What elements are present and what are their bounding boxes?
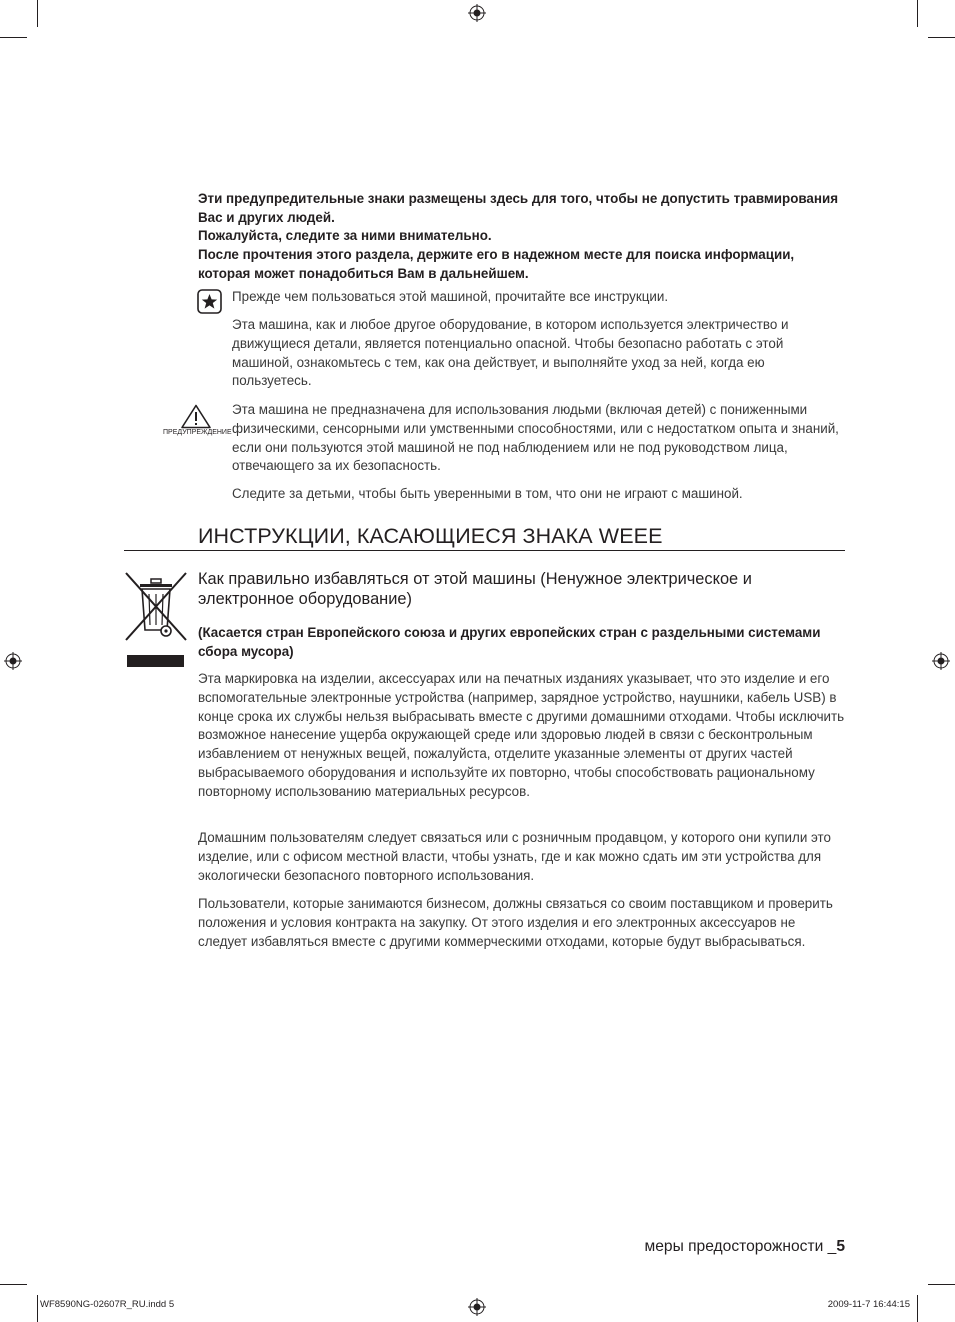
section-heading: ИНСТРУКЦИИ, КАСАЮЩИЕСЯ ЗНАКА WEEE bbox=[198, 524, 663, 548]
registration-mark-icon bbox=[468, 4, 486, 22]
warning-paragraph: Следите за детьми, чтобы быть уверенными в том, что они не играют с машиной. bbox=[232, 486, 743, 501]
warning-label: ПРЕДУПРЕЖДЕНИЕ bbox=[163, 429, 232, 436]
crop-mark bbox=[917, 1295, 918, 1322]
weee-paragraph: Пользователи, которые занимаются бизнесом, должны связаться со своим поставщиком и проверить положения и условия контракта на закупку. От этого изделия и его электронных аксессуаров не следует избавляться вместе с другими коммерческими отходами, которые будут выбрасываться. bbox=[198, 896, 833, 949]
crop-mark bbox=[37, 1295, 38, 1322]
warning-triangle-icon bbox=[180, 404, 212, 429]
crop-mark bbox=[0, 37, 27, 38]
slug-datetime: 2009-11-7 16:44:15 bbox=[827, 1299, 910, 1310]
warning-paragraph: Эта машина не предназначена для использования людьми (включая детей) с пониженными физическими, сенсорными или умственными способностями, или с недостатком опыта и знаний, если они пользуются этой машиной не под наблюдением или не под руководством лица, отвечающего за их безопасность. bbox=[232, 402, 839, 474]
page-number: 5 bbox=[836, 1238, 845, 1255]
star-note-icon bbox=[197, 289, 222, 314]
slug-filename: WF8590NG-02607R_RU.indd 5 bbox=[40, 1299, 175, 1310]
intro-line: Пожалуйста, следите за ними внимательно. bbox=[198, 228, 492, 244]
intro-line: Эти предупредительные знаки размещены здесь для того, чтобы не допустить травмирования Вас и других людей. bbox=[198, 191, 839, 225]
weee-subheading: Как правильно избавляться от этой машины (Ненужное электрическое и электронное оборудование) bbox=[198, 570, 752, 608]
footer-section: меры предосторожности _ bbox=[644, 1238, 837, 1255]
registration-mark-icon bbox=[468, 1298, 486, 1316]
weee-scope-note: (Касается стран Европейского союза и других европейских стран с раздельными системами сбора мусора) bbox=[198, 625, 821, 659]
note-paragraph: Эта машина, как и любое другое оборудование, в котором используется электричество и движущиеся детали, является потенциально опасной. Чтобы безопасно работать с этой машиной, ознакомьтесь с тем, как она действует, и выполняйте уход за ней, когда ею пользуетесь. bbox=[232, 317, 789, 389]
crop-mark bbox=[0, 1284, 27, 1285]
crossed-bin-icon bbox=[124, 570, 188, 668]
crop-mark bbox=[917, 0, 918, 27]
crop-mark bbox=[37, 0, 38, 27]
heading-rule bbox=[124, 550, 845, 551]
weee-paragraph: Домашним пользователям следует связаться или с розничным продавцом, у которого они купили это изделие, или с офисом местной власти, чтобы узнать, где и как можно сдать им эти устройства для экологически безопасного повторного использования. bbox=[198, 830, 831, 883]
registration-mark-icon bbox=[932, 652, 950, 670]
crop-mark bbox=[928, 1284, 955, 1285]
intro-block bbox=[198, 190, 848, 284]
page-footer bbox=[645, 1238, 846, 1256]
weee-paragraph: Эта маркировка на изделии, аксессуарах или на печатных изданиях указывает, что это изделие и его вспомогательные электронные устройства (например, зарядное устройство, наушники, кабель USB) в конце срока их службы нельзя выбрасывать вместе с другими домашними отходами. Чтобы исключить возможное нанесение ущерба окружающей среде или здоровью людей в связи с бесконтрольным избавлением от ненужных вещей, пожалуйста, отделите указанные элементы от других частей выбрасываемого оборудования и используйте их повторно, чтобы способствовать рациональному повторному использованию материальных ресурсов. bbox=[198, 671, 845, 799]
crop-mark bbox=[928, 37, 955, 38]
registration-mark-icon bbox=[4, 652, 22, 670]
intro-line: После прочтения этого раздела, держите его в надежном месте для поиска информации, которая может понадобиться Вам в дальнейшем. bbox=[198, 247, 795, 281]
note-paragraph: Прежде чем пользоваться этой машиной, прочитайте все инструкции. bbox=[232, 289, 669, 304]
